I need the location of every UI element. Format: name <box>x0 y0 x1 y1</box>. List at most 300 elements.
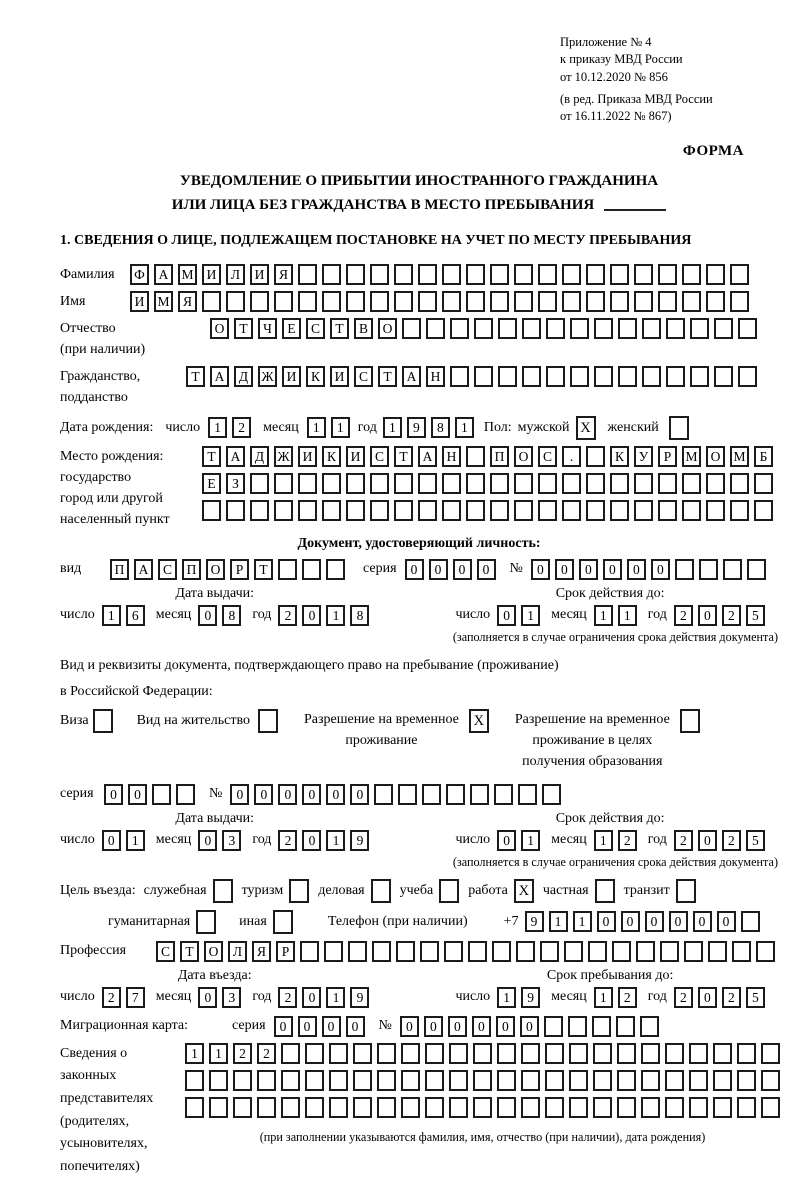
char-cell[interactable] <box>497 1070 516 1091</box>
char-cell[interactable]: 1 <box>208 417 227 438</box>
char-cell[interactable] <box>682 264 701 285</box>
char-cell[interactable] <box>593 1070 612 1091</box>
char-cell[interactable] <box>562 264 581 285</box>
char-cell[interactable] <box>322 264 341 285</box>
char-cell[interactable]: 2 <box>722 987 741 1008</box>
char-cell[interactable] <box>658 264 677 285</box>
char-cell[interactable]: 1 <box>209 1043 228 1064</box>
char-cell[interactable]: 0 <box>298 1016 317 1037</box>
char-cell[interactable]: 2 <box>618 987 637 1008</box>
char-cell[interactable]: Ж <box>258 366 277 387</box>
char-cell[interactable] <box>442 264 461 285</box>
char-cell[interactable] <box>592 1016 611 1037</box>
char-cell[interactable]: А <box>226 446 245 467</box>
char-cell[interactable] <box>394 291 413 312</box>
char-cell[interactable] <box>522 366 541 387</box>
char-cell[interactable] <box>490 500 509 521</box>
char-cell[interactable]: 0 <box>717 911 736 932</box>
char-cell[interactable]: 9 <box>407 417 426 438</box>
purpose-work-checkbox[interactable]: X <box>514 879 534 903</box>
char-cell[interactable] <box>593 1043 612 1064</box>
char-cell[interactable] <box>641 1097 660 1118</box>
char-cell[interactable]: К <box>322 446 341 467</box>
char-cell[interactable]: М <box>730 446 749 467</box>
char-cell[interactable]: 1 <box>521 605 540 626</box>
char-cell[interactable]: П <box>490 446 509 467</box>
char-cell[interactable] <box>730 473 749 494</box>
char-cell[interactable]: Б <box>754 446 773 467</box>
char-cell[interactable]: Л <box>228 941 247 962</box>
char-cell[interactable] <box>610 291 629 312</box>
char-cell[interactable] <box>425 1097 444 1118</box>
char-cell[interactable] <box>569 1070 588 1091</box>
char-cell[interactable] <box>322 291 341 312</box>
char-cell[interactable] <box>322 473 341 494</box>
char-cell[interactable] <box>754 500 773 521</box>
char-cell[interactable] <box>569 1043 588 1064</box>
char-cell[interactable] <box>185 1070 204 1091</box>
char-cell[interactable] <box>449 1070 468 1091</box>
char-cell[interactable] <box>425 1070 444 1091</box>
char-cell[interactable]: И <box>282 366 301 387</box>
char-cell[interactable]: И <box>346 446 365 467</box>
char-cell[interactable] <box>634 291 653 312</box>
char-cell[interactable] <box>420 941 439 962</box>
char-cell[interactable] <box>468 941 487 962</box>
char-cell[interactable] <box>377 1097 396 1118</box>
char-cell[interactable] <box>569 1097 588 1118</box>
char-cell[interactable] <box>658 500 677 521</box>
char-cell[interactable] <box>665 1043 684 1064</box>
char-cell[interactable] <box>473 1043 492 1064</box>
char-cell[interactable] <box>737 1043 756 1064</box>
char-cell[interactable] <box>492 941 511 962</box>
purpose-humanitarian-checkbox[interactable] <box>196 910 216 934</box>
char-cell[interactable] <box>521 1043 540 1064</box>
char-cell[interactable]: А <box>210 366 229 387</box>
char-cell[interactable]: И <box>202 264 221 285</box>
char-cell[interactable]: 0 <box>555 559 574 580</box>
char-cell[interactable]: А <box>402 366 421 387</box>
char-cell[interactable]: 2 <box>278 830 297 851</box>
char-cell[interactable] <box>281 1097 300 1118</box>
char-cell[interactable]: Т <box>180 941 199 962</box>
char-cell[interactable] <box>545 1097 564 1118</box>
char-cell[interactable] <box>446 784 465 805</box>
char-cell[interactable]: В <box>354 318 373 339</box>
char-cell[interactable]: 0 <box>698 830 717 851</box>
char-cell[interactable] <box>708 941 727 962</box>
char-cell[interactable] <box>281 1043 300 1064</box>
char-cell[interactable]: 0 <box>104 784 123 805</box>
char-cell[interactable]: 1 <box>307 417 326 438</box>
char-cell[interactable]: С <box>538 446 557 467</box>
char-cell[interactable] <box>618 318 637 339</box>
char-cell[interactable] <box>666 366 685 387</box>
char-cell[interactable]: Я <box>252 941 271 962</box>
char-cell[interactable] <box>281 1070 300 1091</box>
char-cell[interactable]: И <box>298 446 317 467</box>
char-cell[interactable] <box>298 473 317 494</box>
char-cell[interactable] <box>466 446 485 467</box>
char-cell[interactable]: 6 <box>126 605 145 626</box>
purpose-business-checkbox[interactable] <box>371 879 391 903</box>
char-cell[interactable] <box>372 941 391 962</box>
char-cell[interactable]: 8 <box>222 605 241 626</box>
char-cell[interactable] <box>209 1097 228 1118</box>
char-cell[interactable]: 1 <box>594 830 613 851</box>
char-cell[interactable] <box>612 941 631 962</box>
char-cell[interactable]: 0 <box>198 830 217 851</box>
char-cell[interactable]: 0 <box>645 911 664 932</box>
char-cell[interactable]: 2 <box>232 417 251 438</box>
char-cell[interactable]: 3 <box>222 830 241 851</box>
char-cell[interactable] <box>665 1097 684 1118</box>
char-cell[interactable]: У <box>634 446 653 467</box>
char-cell[interactable]: С <box>158 559 177 580</box>
char-cell[interactable]: 0 <box>302 830 321 851</box>
char-cell[interactable] <box>514 473 533 494</box>
visa-checkbox[interactable] <box>93 709 113 733</box>
char-cell[interactable] <box>401 1070 420 1091</box>
char-cell[interactable] <box>642 318 661 339</box>
char-cell[interactable] <box>640 1016 659 1037</box>
char-cell[interactable] <box>377 1043 396 1064</box>
char-cell[interactable]: 1 <box>594 605 613 626</box>
char-cell[interactable]: Н <box>426 366 445 387</box>
char-cell[interactable]: З <box>226 473 245 494</box>
char-cell[interactable] <box>422 784 441 805</box>
char-cell[interactable] <box>425 1043 444 1064</box>
char-cell[interactable] <box>202 500 221 521</box>
char-cell[interactable] <box>466 473 485 494</box>
char-cell[interactable] <box>675 559 694 580</box>
char-cell[interactable]: 0 <box>693 911 712 932</box>
char-cell[interactable]: 0 <box>400 1016 419 1037</box>
char-cell[interactable] <box>418 291 437 312</box>
char-cell[interactable] <box>418 500 437 521</box>
char-cell[interactable] <box>747 559 766 580</box>
char-cell[interactable] <box>274 500 293 521</box>
char-cell[interactable] <box>545 1070 564 1091</box>
char-cell[interactable] <box>521 1070 540 1091</box>
char-cell[interactable] <box>418 473 437 494</box>
char-cell[interactable] <box>370 473 389 494</box>
char-cell[interactable]: И <box>130 291 149 312</box>
char-cell[interactable]: 1 <box>455 417 474 438</box>
char-cell[interactable]: 2 <box>102 987 121 1008</box>
char-cell[interactable]: 1 <box>185 1043 204 1064</box>
char-cell[interactable] <box>494 784 513 805</box>
char-cell[interactable] <box>586 446 605 467</box>
char-cell[interactable] <box>706 500 725 521</box>
char-cell[interactable]: 0 <box>274 1016 293 1037</box>
char-cell[interactable]: 1 <box>326 987 345 1008</box>
char-cell[interactable] <box>634 500 653 521</box>
char-cell[interactable] <box>714 366 733 387</box>
char-cell[interactable] <box>586 291 605 312</box>
char-cell[interactable]: К <box>306 366 325 387</box>
char-cell[interactable] <box>498 318 517 339</box>
char-cell[interactable]: 0 <box>424 1016 443 1037</box>
char-cell[interactable] <box>449 1097 468 1118</box>
char-cell[interactable]: 0 <box>627 559 646 580</box>
char-cell[interactable]: 0 <box>453 559 472 580</box>
char-cell[interactable]: 0 <box>326 784 345 805</box>
char-cell[interactable] <box>374 784 393 805</box>
char-cell[interactable] <box>682 473 701 494</box>
char-cell[interactable] <box>353 1097 372 1118</box>
char-cell[interactable]: 0 <box>230 784 249 805</box>
char-cell[interactable] <box>298 500 317 521</box>
purpose-tourism-checkbox[interactable] <box>289 879 309 903</box>
char-cell[interactable]: П <box>182 559 201 580</box>
char-cell[interactable] <box>738 318 757 339</box>
char-cell[interactable] <box>402 318 421 339</box>
char-cell[interactable] <box>377 1070 396 1091</box>
char-cell[interactable] <box>298 264 317 285</box>
char-cell[interactable] <box>570 366 589 387</box>
char-cell[interactable]: 2 <box>257 1043 276 1064</box>
char-cell[interactable] <box>497 1043 516 1064</box>
char-cell[interactable]: 0 <box>579 559 598 580</box>
char-cell[interactable] <box>185 1097 204 1118</box>
char-cell[interactable]: 0 <box>405 559 424 580</box>
char-cell[interactable]: 0 <box>496 1016 515 1037</box>
char-cell[interactable] <box>449 1043 468 1064</box>
purpose-other-checkbox[interactable] <box>273 910 293 934</box>
char-cell[interactable] <box>322 500 341 521</box>
char-cell[interactable] <box>634 264 653 285</box>
char-cell[interactable] <box>666 318 685 339</box>
char-cell[interactable]: 2 <box>233 1043 252 1064</box>
char-cell[interactable]: 8 <box>431 417 450 438</box>
sex-male-checkbox[interactable]: X <box>576 416 596 440</box>
char-cell[interactable] <box>737 1097 756 1118</box>
char-cell[interactable] <box>610 473 629 494</box>
char-cell[interactable] <box>737 1070 756 1091</box>
char-cell[interactable] <box>466 500 485 521</box>
char-cell[interactable]: Т <box>234 318 253 339</box>
char-cell[interactable]: Н <box>442 446 461 467</box>
char-cell[interactable]: . <box>562 446 581 467</box>
char-cell[interactable]: О <box>206 559 225 580</box>
char-cell[interactable] <box>522 318 541 339</box>
char-cell[interactable]: 1 <box>594 987 613 1008</box>
char-cell[interactable] <box>713 1070 732 1091</box>
char-cell[interactable] <box>497 1097 516 1118</box>
char-cell[interactable] <box>586 500 605 521</box>
char-cell[interactable]: С <box>306 318 325 339</box>
char-cell[interactable] <box>329 1097 348 1118</box>
char-cell[interactable] <box>152 784 171 805</box>
char-cell[interactable]: М <box>178 264 197 285</box>
char-cell[interactable]: 0 <box>350 784 369 805</box>
char-cell[interactable] <box>473 1097 492 1118</box>
char-cell[interactable] <box>544 1016 563 1037</box>
char-cell[interactable]: 0 <box>698 605 717 626</box>
char-cell[interactable] <box>514 264 533 285</box>
char-cell[interactable] <box>756 941 775 962</box>
char-cell[interactable]: 0 <box>497 830 516 851</box>
char-cell[interactable] <box>689 1070 708 1091</box>
char-cell[interactable] <box>396 941 415 962</box>
char-cell[interactable] <box>346 500 365 521</box>
char-cell[interactable] <box>442 500 461 521</box>
char-cell[interactable] <box>514 291 533 312</box>
char-cell[interactable] <box>257 1097 276 1118</box>
char-cell[interactable] <box>226 500 245 521</box>
char-cell[interactable] <box>346 264 365 285</box>
char-cell[interactable] <box>305 1043 324 1064</box>
char-cell[interactable] <box>610 500 629 521</box>
purpose-private-checkbox[interactable] <box>595 879 615 903</box>
char-cell[interactable]: 2 <box>722 830 741 851</box>
char-cell[interactable] <box>732 941 751 962</box>
char-cell[interactable]: 1 <box>326 830 345 851</box>
char-cell[interactable]: Т <box>378 366 397 387</box>
char-cell[interactable]: 1 <box>618 605 637 626</box>
char-cell[interactable] <box>370 291 389 312</box>
char-cell[interactable]: Р <box>276 941 295 962</box>
char-cell[interactable] <box>564 941 583 962</box>
char-cell[interactable] <box>518 784 537 805</box>
char-cell[interactable] <box>690 366 709 387</box>
char-cell[interactable]: М <box>154 291 173 312</box>
char-cell[interactable] <box>568 1016 587 1037</box>
char-cell[interactable]: 5 <box>746 605 765 626</box>
char-cell[interactable]: 0 <box>254 784 273 805</box>
char-cell[interactable]: 1 <box>383 417 402 438</box>
char-cell[interactable]: Е <box>202 473 221 494</box>
char-cell[interactable] <box>634 473 653 494</box>
residence-checkbox[interactable] <box>258 709 278 733</box>
char-cell[interactable]: 7 <box>126 987 145 1008</box>
purpose-official-checkbox[interactable] <box>213 879 233 903</box>
char-cell[interactable]: Т <box>202 446 221 467</box>
char-cell[interactable] <box>641 1070 660 1091</box>
char-cell[interactable]: 0 <box>597 911 616 932</box>
char-cell[interactable]: С <box>354 366 373 387</box>
char-cell[interactable] <box>542 784 561 805</box>
char-cell[interactable]: 1 <box>497 987 516 1008</box>
char-cell[interactable] <box>490 291 509 312</box>
char-cell[interactable] <box>490 473 509 494</box>
char-cell[interactable] <box>713 1043 732 1064</box>
purpose-study-checkbox[interactable] <box>439 879 459 903</box>
char-cell[interactable] <box>466 264 485 285</box>
char-cell[interactable]: Т <box>330 318 349 339</box>
char-cell[interactable] <box>426 318 445 339</box>
char-cell[interactable] <box>324 941 343 962</box>
char-cell[interactable]: Т <box>254 559 273 580</box>
char-cell[interactable]: О <box>378 318 397 339</box>
char-cell[interactable] <box>442 291 461 312</box>
char-cell[interactable]: 0 <box>278 784 297 805</box>
char-cell[interactable] <box>401 1043 420 1064</box>
char-cell[interactable] <box>706 473 725 494</box>
char-cell[interactable]: 2 <box>618 830 637 851</box>
char-cell[interactable]: Т <box>394 446 413 467</box>
char-cell[interactable] <box>699 559 718 580</box>
char-cell[interactable]: Ч <box>258 318 277 339</box>
char-cell[interactable] <box>538 473 557 494</box>
char-cell[interactable] <box>442 473 461 494</box>
char-cell[interactable] <box>250 500 269 521</box>
char-cell[interactable] <box>470 784 489 805</box>
char-cell[interactable] <box>741 911 760 932</box>
char-cell[interactable]: 0 <box>497 605 516 626</box>
char-cell[interactable] <box>401 1097 420 1118</box>
char-cell[interactable]: 0 <box>477 559 496 580</box>
char-cell[interactable] <box>586 264 605 285</box>
char-cell[interactable] <box>689 1097 708 1118</box>
char-cell[interactable] <box>370 264 389 285</box>
char-cell[interactable] <box>546 366 565 387</box>
char-cell[interactable]: 0 <box>302 987 321 1008</box>
char-cell[interactable]: 0 <box>302 605 321 626</box>
char-cell[interactable] <box>754 473 773 494</box>
char-cell[interactable] <box>617 1043 636 1064</box>
char-cell[interactable] <box>514 500 533 521</box>
char-cell[interactable]: Е <box>282 318 301 339</box>
char-cell[interactable] <box>658 291 677 312</box>
temp-residence-edu-checkbox[interactable] <box>680 709 700 733</box>
char-cell[interactable]: К <box>610 446 629 467</box>
char-cell[interactable] <box>689 1043 708 1064</box>
char-cell[interactable] <box>329 1070 348 1091</box>
char-cell[interactable] <box>658 473 677 494</box>
char-cell[interactable]: П <box>110 559 129 580</box>
char-cell[interactable] <box>761 1070 780 1091</box>
char-cell[interactable]: 0 <box>128 784 147 805</box>
char-cell[interactable] <box>450 318 469 339</box>
char-cell[interactable]: 0 <box>651 559 670 580</box>
char-cell[interactable] <box>730 264 749 285</box>
char-cell[interactable] <box>690 318 709 339</box>
char-cell[interactable] <box>570 318 589 339</box>
char-cell[interactable] <box>586 473 605 494</box>
char-cell[interactable]: 0 <box>346 1016 365 1037</box>
char-cell[interactable] <box>616 1016 635 1037</box>
char-cell[interactable]: 0 <box>520 1016 539 1037</box>
char-cell[interactable]: Я <box>274 264 293 285</box>
char-cell[interactable] <box>353 1043 372 1064</box>
char-cell[interactable] <box>730 500 749 521</box>
char-cell[interactable] <box>498 366 517 387</box>
char-cell[interactable] <box>346 473 365 494</box>
char-cell[interactable]: Д <box>250 446 269 467</box>
char-cell[interactable] <box>761 1097 780 1118</box>
char-cell[interactable] <box>353 1070 372 1091</box>
purpose-transit-checkbox[interactable] <box>676 879 696 903</box>
char-cell[interactable]: 0 <box>302 784 321 805</box>
char-cell[interactable]: 0 <box>603 559 622 580</box>
char-cell[interactable]: 9 <box>525 911 544 932</box>
char-cell[interactable]: 0 <box>621 911 640 932</box>
char-cell[interactable] <box>562 500 581 521</box>
char-cell[interactable] <box>682 500 701 521</box>
sex-female-checkbox[interactable] <box>669 416 689 440</box>
char-cell[interactable] <box>176 784 195 805</box>
char-cell[interactable]: 1 <box>331 417 350 438</box>
char-cell[interactable]: А <box>154 264 173 285</box>
char-cell[interactable] <box>540 941 559 962</box>
char-cell[interactable]: 2 <box>278 605 297 626</box>
char-cell[interactable]: С <box>370 446 389 467</box>
char-cell[interactable] <box>278 559 297 580</box>
char-cell[interactable]: Т <box>186 366 205 387</box>
